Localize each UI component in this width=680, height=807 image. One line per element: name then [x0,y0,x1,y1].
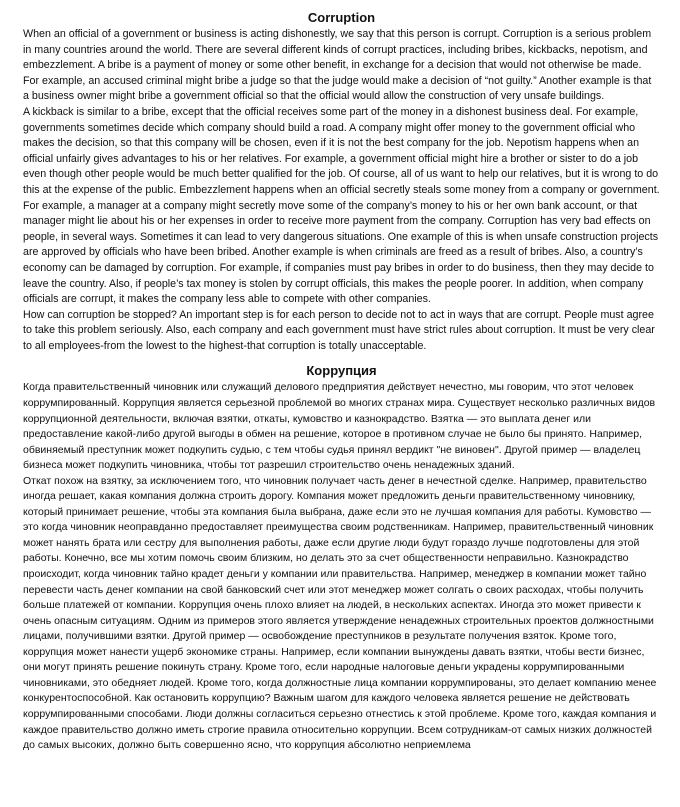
english-paragraph-1: When an official of a government or business is acting dishonestly, we say that this person is corrupt. Corruption is a serious problem in many countries around the world. There are several different kinds of corrupt practices, including bribes, kickbacks, nepotism, and embezzlement. A bribe is a payment of money or some other benefit, in exchange for a decision that would not otherwise be made. For example, an accused criminal might bribe a judge so that the judge would make a decision of “not guilty.” Another example is that a business owner might bribe a government official so that the official would allow the construction of very unsafe buildings. [23,28,652,103]
russian-paragraph-1: Когда правительственный чиновник или служащий делового предприятия действует нечестно, мы говорим, что этот человек коррумпированный. Коррупция является серьезной проблемой во многих странах мира. Существует несколько различных видов коррупционной деятельности, включая взятки, откаты, кумовство и казнокрадство. Взятка — это выплата денег или предоставление какой-либо другой выгоды в обмен на решение, которое в противном случае не было бы принято. Например, обвиняемый преступник может подкупить судью, с тем чтобы судья принял вердикт "не виновен". Другой пример — владелец бизнеса может подкупить чиновника, чтобы тот разрешил строительство очень ненадежных зданий. [23,381,656,472]
english-title: Corruption [307,10,376,25]
english-paragraph-2: A kickback is similar to a bribe, except that the official receives some part of the money in a dishonest business deal. For example, governments sometimes decide which company should build a road. A company might offer money to the government official who makes the decision, so that this company will be chosen, even if it is not the best company for the job. Nepotism happens when an official unfairly gives advantages to his or her relatives. For example, a government official might hire a brother or sister to do a job even though other people would be much better qualified for the job. Of course, all of us want to help our relatives, but it is wrong to do this at the expense of the public. Embezzlement happens when an official secretly steals some money from a company or government. For example, a manager at a company might secretly move some of the company’s money to his or her own bank account, or that manager might lie about his or her expenses in order to receive more payment from the company. Corruption has very bad effects on people, in several ways. Sometimes it can lead to very dangerous situations. One example of this is when unsafe construction projects are approved by officials who have been bribed. Another example is when criminals are freed as a result of bribes. Also, a country’s economy can be damaged by corruption. For example, if companies must pay bribes in order to do business, then they may decide to leave the country. Also, if people’s tax money is stolen by corrupt officials, this makes the people poorer. In addition, when company officials are corrupt, it makes the company less able to compete with other companies. [23,105,660,306]
english-section [23,9,660,354]
russian-title: Коррупция [306,363,377,379]
document-page [23,9,660,754]
russian-paragraph-2: Откат похож на взятку, за исключением того, что чиновник получает часть денег в нечестной сделке. Например, правительство иногда решает, какая компания должна строить дорогу. Компания может предложить деньги правительственному чиновнику, который принимает решение, чтобы эта компания была выбрана, даже если это не лучшая компания для работы. Кумовство — это когда чиновник неоправданно предоставляет преимущества своим родственникам. Например, правительственный чиновник может нанять брата или сестру для выполнения работы, даже если другие люди будут гораздо лучше подготовлены для этой работы. Конечно, все мы хотим помочь своим близким, но делать это за счет общественности неправильно. Казнокрадство происходит, когда чиновник тайно крадет деньги у компании или правительства. Например, менеджер в компании может тайно перевести часть денег компании на свой банковский счет или этот менеджер может солгать о своих расходах, чтобы получить больше платежей от компании. Коррупция очень плохо влияет на людей, в нескольких аспектах. Иногда это может привести к очень опасным ситуациям. Одним из примеров этого является утверждение ненадежных строительных проектов должностными лицами, получившими взятки. Другой пример — освобождение преступников в результате получения взяток. Кроме того, коррупция может нанести ущерб экономике страны. Например, если компании вынуждены давать взятки, чтобы вести бизнес, они могут принять решение покинуть страну. Кроме того, если народные налоговые деньги украдены коррумпированными чиновниками, это обедняет людей. Кроме того, когда должностные лица компании коррумпированы, это делает компанию менее конкурентоспособной. Как остановить коррупцию? Важным шагом для каждого человека является решение не действовать коррумпированными способами. Люди должны согласиться серьезно отнестись к этой проблеме. Кроме того, каждая компания и каждое правительство должно иметь строгие правила относительно коррупции. Всем сотрудникам-от самых низких должностей до самых высоких, должно быть совершенно ясно, что коррупция абсолютно неприемлема [23,474,657,752]
english-paragraph-3: How can corruption be stopped? An important step is for each person to decide not to act in ways that are corrupt. People must agree to take this problem seriously. Also, each company and each government must have strict rules about corruption. It must be very clear to all employees-from the lowest to the highest-that corruption is totally unacceptable. [23,308,655,352]
russian-section [23,362,660,753]
